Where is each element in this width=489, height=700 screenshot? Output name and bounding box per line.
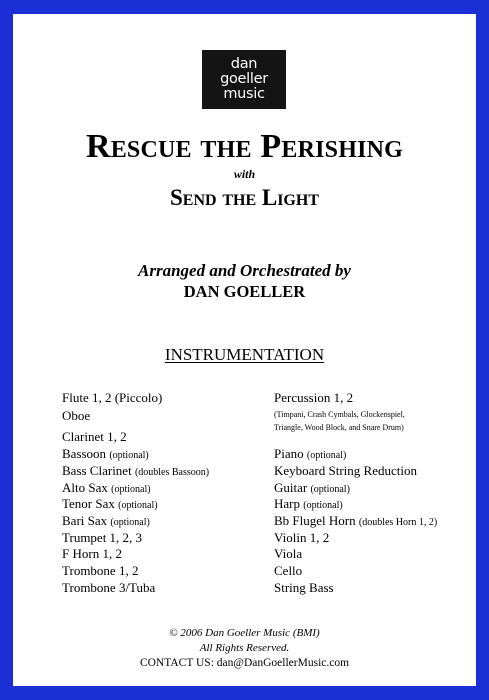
- copyright-notice: © 2006 Dan Goeller Music (BMI): [169, 627, 320, 639]
- instrument-note: (optional): [110, 517, 150, 528]
- instrument-item: Tenor Sax (optional): [62, 496, 158, 511]
- logo-line-dan: dan: [230, 56, 258, 72]
- logo-line-goeller: goeller: [220, 71, 268, 87]
- instrument-item: Piano (optional): [274, 446, 347, 461]
- instrument-item: Bari Sax (optional): [62, 513, 150, 528]
- instrument-note: (optional): [306, 450, 347, 461]
- instrument-item: Harp (optional): [274, 496, 343, 511]
- instrument-item: Trombone 1, 2: [62, 563, 139, 578]
- instrument-note: (doubles Bassoon): [134, 467, 210, 478]
- score-cover-page: [13, 14, 476, 686]
- instrument-note: (doubles Horn 1, 2): [358, 517, 438, 528]
- instrument-item: Bass Clarinet (doubles Bassoon): [62, 463, 210, 478]
- instrument-item: Trombone 3/Tuba: [62, 580, 156, 595]
- page-title: Rescue the Perishing: [85, 128, 404, 165]
- arranged-by-label: Arranged and Orchestrated by: [138, 261, 351, 280]
- instrument-item: Oboe: [62, 408, 91, 423]
- instrument-item: Cello: [274, 563, 303, 578]
- contact-line: CONTACT US: dan@DanGoellerMusic.com: [139, 657, 350, 669]
- with-connector: with: [233, 167, 256, 181]
- instrument-item: Bassoon (optional): [62, 446, 149, 461]
- instrument-note: (optional): [118, 500, 158, 511]
- instrument-item: String Bass: [274, 580, 334, 595]
- rights-notice: All Rights Reserved.: [199, 642, 290, 654]
- instrumentation-heading: INSTRUMENTATION: [164, 345, 325, 364]
- instrument-item: Viola: [274, 546, 303, 561]
- instrument-item: Alto Sax (optional): [62, 480, 151, 495]
- instrument-item: Keyboard String Reduction: [274, 463, 417, 478]
- arranger-name: DAN GOELLER: [183, 282, 306, 301]
- page-subtitle: Send the Light: [170, 185, 319, 210]
- instrument-item: Trumpet 1, 2, 3: [62, 530, 143, 545]
- logo-line-music: music: [223, 86, 265, 102]
- instrument-item: Flute 1, 2 (Piccolo): [62, 390, 163, 405]
- instrument-note: (optional): [310, 484, 350, 495]
- instrument-item-percussion: Percussion 1, 2: [274, 390, 354, 405]
- percussion-note-line: Triangle, Wood Block, and Snare Drum): [274, 423, 404, 432]
- instrument-item: Guitar (optional): [274, 480, 350, 495]
- instrument-item: F Horn 1, 2: [62, 546, 122, 561]
- instrument-item: Violin 1, 2: [274, 530, 330, 545]
- instrument-note: (optional): [109, 450, 149, 461]
- instrument-note: (optional): [111, 484, 151, 495]
- instrument-note: (optional): [303, 500, 343, 511]
- publisher-logo: [202, 50, 286, 109]
- percussion-note-line: (Timpani, Crash Cymbals, Glockenspiel,: [274, 410, 405, 419]
- instrument-item: Bb Flugel Horn (doubles Horn 1, 2): [274, 513, 438, 528]
- instrument-item: Clarinet 1, 2: [62, 429, 127, 444]
